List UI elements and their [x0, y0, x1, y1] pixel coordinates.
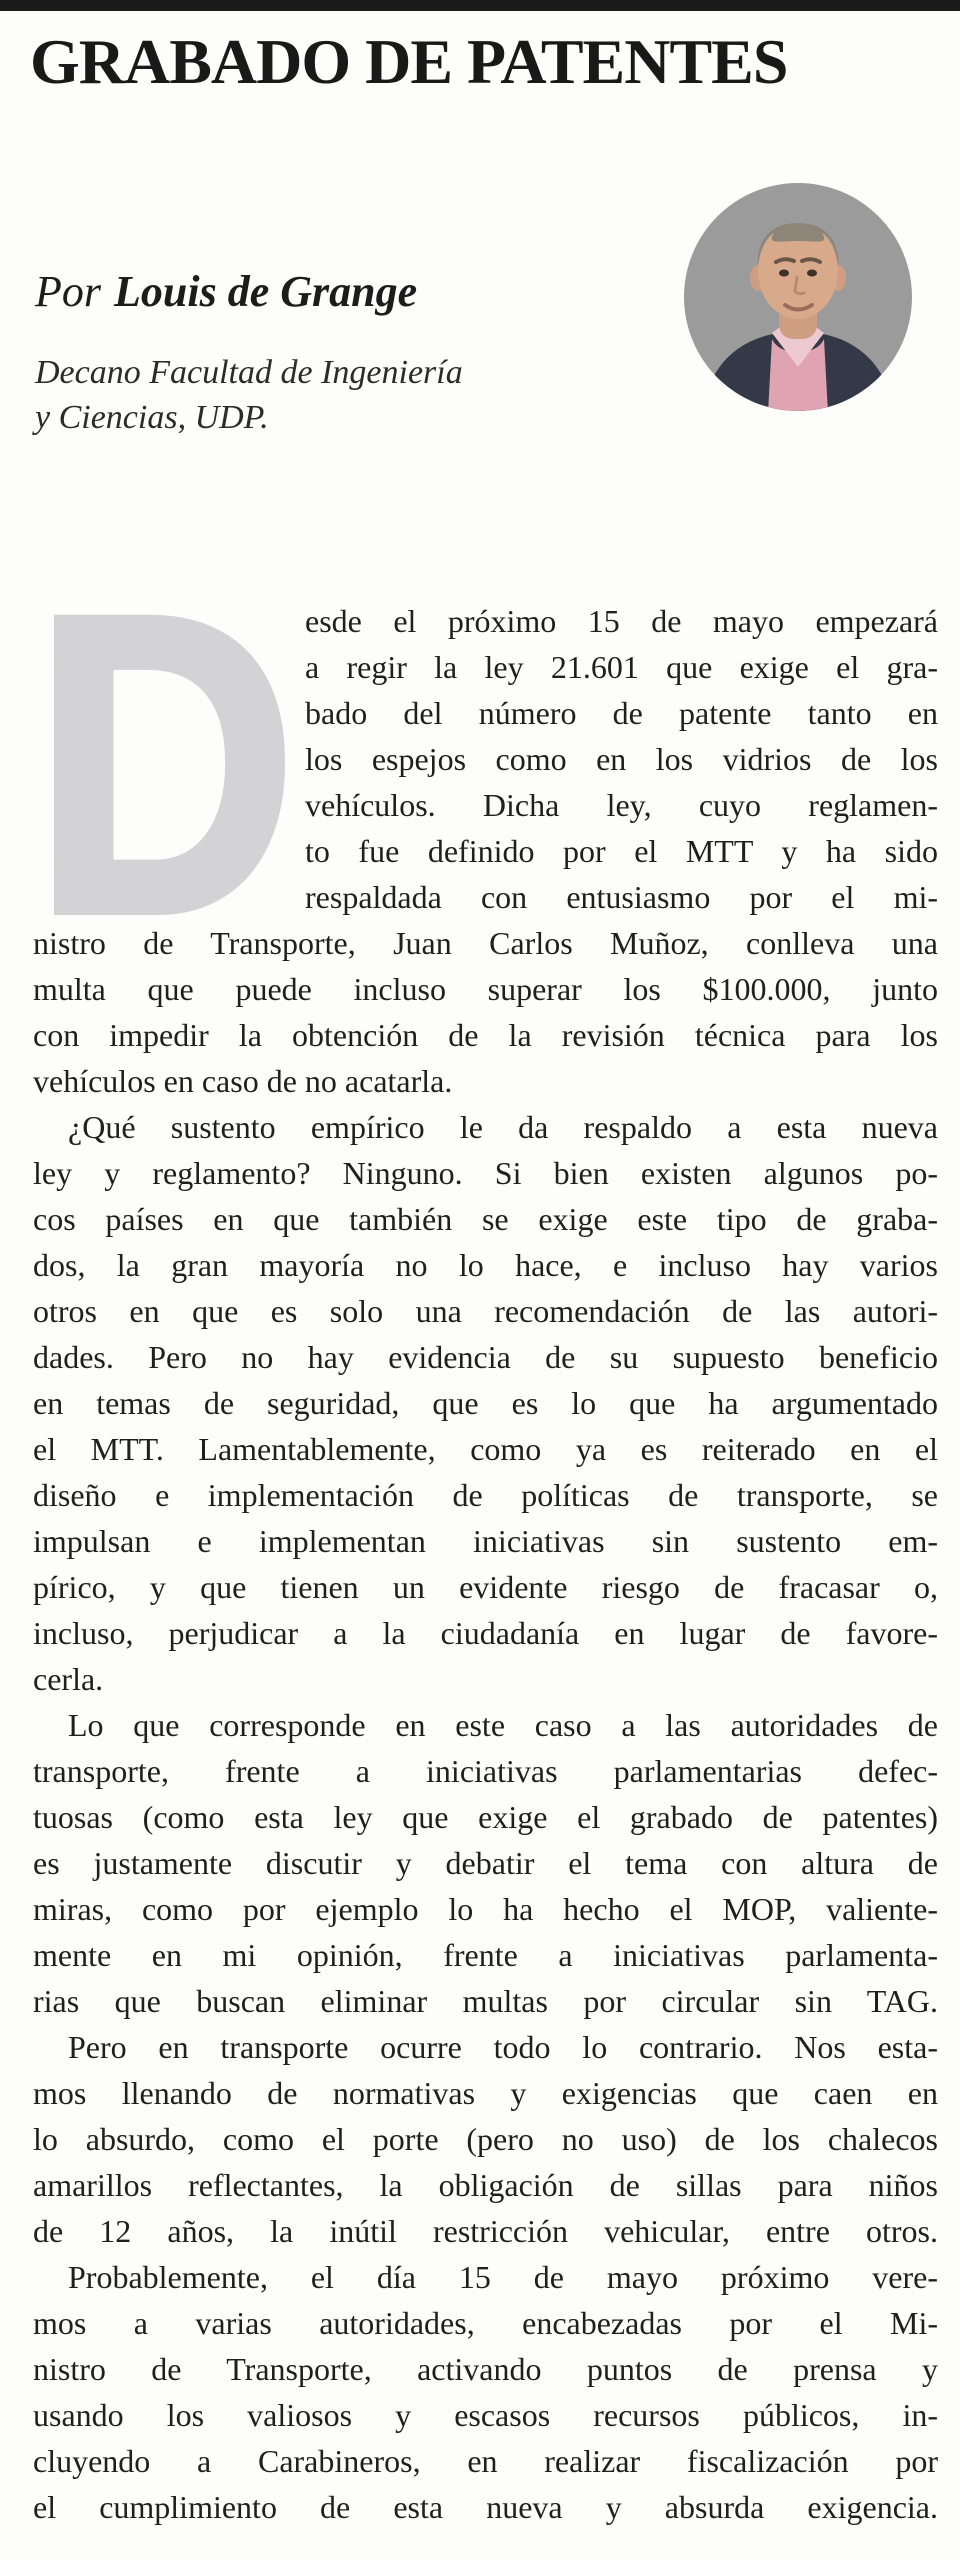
text-line: mos llenando de normativas y exigencias que caen en	[33, 2075, 938, 2111]
byline-prefix: Por	[35, 267, 101, 316]
text-line: esde el próximo 15 de mayo empezará	[305, 603, 938, 639]
text-line: diseño e implementación de políticas de transporte, se	[33, 1477, 938, 1513]
text-line: Lo que corresponde en este caso a las autoridades de	[68, 1707, 938, 1743]
author-role-line: Decano Facultad de Ingeniería	[35, 354, 463, 391]
paragraph	[33, 1104, 938, 1702]
text-line: pírico, y que tienen un evidente riesgo de fracasar o,	[33, 1569, 938, 1605]
text-line: vehículos en caso de no acatarla.	[33, 1063, 453, 1099]
text-line: multa que puede incluso superar los $100.000, junto	[33, 971, 938, 1007]
text-line: transporte, frente a iniciativas parlamentarias defec-	[33, 1753, 938, 1789]
text-line: amarillos reflectantes, la obligación de sillas para niños	[33, 2167, 938, 2203]
text-line: otros en que es solo una recomendación de las autori-	[33, 1293, 938, 1329]
dropcap-letter	[33, 527, 297, 1002]
text-line: con impedir la obtención de la revisión técnica para los	[33, 1017, 938, 1053]
text-line: nistro de Transporte, Juan Carlos Muñoz, conlleva una	[33, 925, 938, 961]
author-avatar	[684, 183, 912, 411]
text-line: a regir la ley 21.601 que exige el gra-	[305, 649, 938, 685]
text-line: mente en mi opinión, frente a iniciativas parlamenta-	[33, 1937, 938, 1973]
text-line: impulsan e implementan iniciativas sin sustento em-	[33, 1523, 938, 1559]
text-line: cos países en que también se exige este tipo de graba-	[33, 1201, 938, 1237]
paragraph	[33, 1702, 938, 2024]
page-title: GRABADO DE PATENTES	[30, 26, 788, 97]
paragraph	[33, 2024, 938, 2254]
text-line: de 12 años, la inútil restricción vehicular, entre otros.	[33, 2213, 938, 2249]
dropcap-glyph: D	[33, 527, 297, 1002]
text-line: en temas de seguridad, que es lo que ha argumentado	[33, 1385, 938, 1421]
text-line: miras, como por ejemplo lo ha hecho el MOP, valiente-	[33, 1891, 938, 1927]
text-line: ¿Qué sustento empírico le da respaldo a esta nueva	[68, 1109, 938, 1145]
text-line: to fue definido por el MTT y ha sido	[305, 833, 938, 869]
paragraph	[33, 2254, 938, 2530]
text-line: Pero en transporte ocurre todo lo contrario. Nos esta-	[68, 2029, 938, 2065]
article-body	[33, 527, 938, 2530]
text-line: ley y reglamento? Ninguno. Si bien existen algunos po-	[33, 1155, 938, 1191]
author-name: Louis de Grange	[114, 267, 418, 316]
text-line: rias que buscan eliminar multas por circular sin TAG.	[33, 1983, 938, 2019]
text-line: incluso, perjudicar a la ciudadanía en lugar de favore-	[33, 1615, 938, 1651]
text-line: Probablemente, el día 15 de mayo próximo vere-	[68, 2259, 938, 2295]
text-line: vehículos. Dicha ley, cuyo reglamen-	[305, 787, 938, 823]
text-line: dades. Pero no hay evidencia de su supuesto beneficio	[33, 1339, 938, 1375]
text-line: bado del número de patente tanto en	[305, 695, 938, 731]
author-role-line: y Ciencias, UDP.	[35, 399, 269, 436]
portrait-illustration	[684, 183, 912, 411]
text-line: los espejos como en los vidrios de los	[305, 741, 938, 777]
dropcap-lines	[305, 598, 938, 920]
top-border-rule	[0, 0, 960, 11]
text-line: respaldada con entusiasmo por el mi-	[305, 879, 938, 915]
text-line: nistro de Transporte, activando puntos de prensa y	[33, 2351, 938, 2387]
text-line: es justamente discutir y debatir el tema con altura de	[33, 1845, 938, 1881]
text-line: mos a varias autoridades, encabezadas por el Mi-	[33, 2305, 938, 2341]
text-line: lo absurdo, como el porte (pero no uso) de los chalecos	[33, 2121, 938, 2157]
text-line: usando los valiosos y escasos recursos públicos, in-	[33, 2397, 938, 2433]
text-line: cerla.	[33, 1661, 104, 1697]
text-line: dos, la gran mayoría no lo hace, e incluso hay varios	[33, 1247, 938, 1283]
text-line: el MTT. Lamentablemente, como ya es reiterado en el	[33, 1431, 938, 1467]
paragraphs	[33, 920, 938, 2530]
author-role	[35, 350, 463, 440]
text-line: tuosas (como esta ley que exige el grabado de patentes)	[33, 1799, 938, 1835]
byline	[35, 268, 417, 316]
text-line: cluyendo a Carabineros, en realizar fiscalización por	[33, 2443, 938, 2479]
text-line: el cumplimiento de esta nueva y absurda exigencia.	[33, 2489, 938, 2525]
